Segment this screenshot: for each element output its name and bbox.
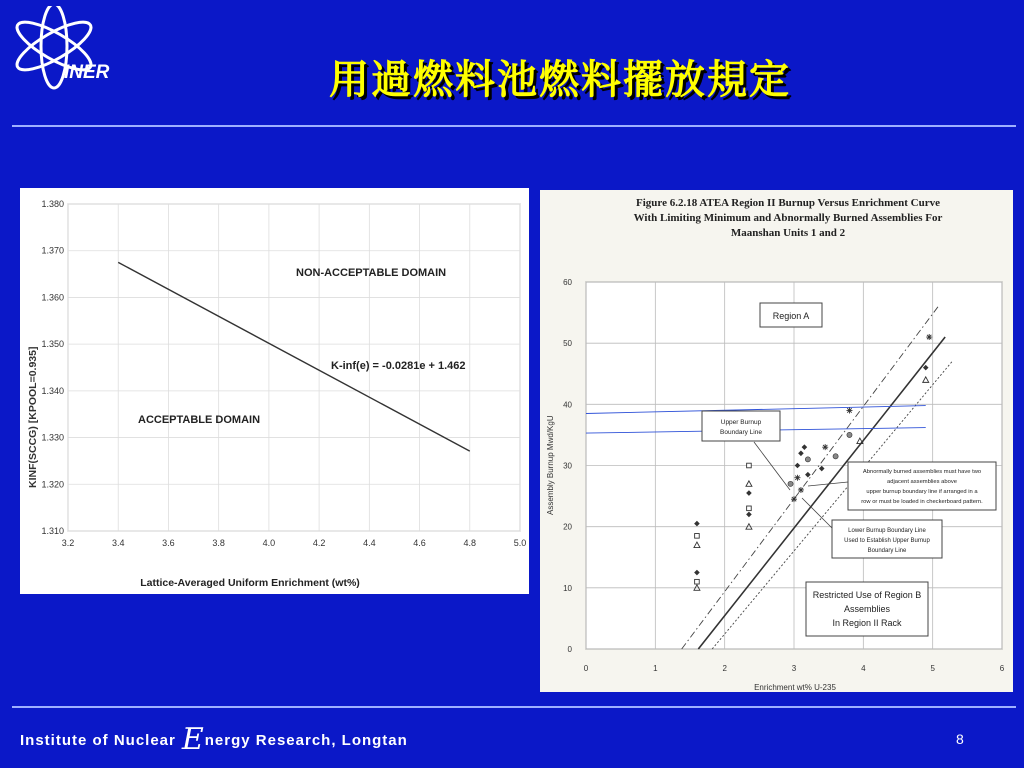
kinf-x-tick-label: 4.0: [262, 538, 276, 548]
burnup-chart-panel: [540, 190, 1013, 692]
burnup-point-circle: [805, 457, 810, 462]
lower-boundary-line-2: Used to Establish Upper Burnup: [844, 538, 930, 544]
burnup-x-tick-label: 6: [999, 664, 1005, 673]
burnup-y-tick-label: 20: [563, 522, 572, 532]
burnup-point-star: [926, 334, 932, 340]
burnup-x-tick-label: 4: [861, 664, 866, 673]
lower-boundary-line-3: Boundary Line: [867, 548, 907, 554]
upper-boundary-line-1: Upper Burnup: [720, 419, 762, 426]
restricted-line-1: Restricted Use of Region B: [812, 590, 922, 600]
bottom-divider: [12, 706, 1016, 708]
burnup-title-line-1: Figure 6.2.18 ATEA Region II Burnup Versus Enrichment Curve: [636, 197, 940, 209]
burnup-point-star: [791, 496, 797, 502]
burnup-x-tick-label: 2: [722, 664, 727, 673]
kinf-y-tick-label: 1.360: [41, 292, 64, 303]
top-divider: [12, 125, 1016, 127]
burnup-point-square: [747, 463, 752, 468]
burnup-y-tick-label: 0: [567, 645, 572, 654]
restricted-line-2: Assemblies: [843, 604, 891, 614]
kinf-x-tick-label: 4.4: [363, 538, 376, 548]
kinf-x-tick-label: 3.8: [212, 538, 225, 548]
burnup-y-tick-label: 30: [563, 461, 572, 471]
footer-org-before: Institute of Nuclear: [20, 732, 176, 749]
logo-text: INER: [64, 62, 110, 83]
kinf-y-tick-label: 1.370: [41, 245, 64, 256]
kinf-x-tick-label: 5.0: [513, 538, 527, 548]
lower-boundary-line-1: Lower Burnup Boundary Line: [848, 528, 926, 534]
footer-org-letter: E: [181, 722, 205, 757]
iner-logo: [8, 6, 130, 92]
burnup-x-tick-label: 3: [791, 664, 797, 673]
burnup-ylabel: Assembly Burnup Mwd/KgU: [546, 415, 555, 515]
burnup-point-star: [846, 407, 852, 413]
upper-boundary-line-2: Boundary Line: [720, 429, 762, 436]
kinf-x-tick-label: 4.6: [413, 538, 426, 548]
burnup-xlabel: Enrichment wt% U-235: [754, 683, 836, 692]
burnup-title-line-2: With Limiting Minimum and Abnormally Burned Assemblies For: [633, 212, 943, 224]
restricted-line-3: In Region II Rack: [832, 618, 902, 628]
burnup-point-square: [695, 534, 700, 539]
region-a-label: Region A: [772, 311, 810, 321]
page-number: 8: [956, 731, 964, 747]
burnup-point-square: [747, 506, 752, 511]
kinf-y-tick-label: 1.350: [41, 339, 64, 350]
burnup-y-tick-label: 10: [563, 583, 572, 593]
kinf-x-tick-label: 4.8: [463, 538, 477, 548]
upper-boundary-box: [702, 411, 780, 441]
kinf-x-tick-label: 3.6: [162, 538, 175, 548]
burnup-point-square: [695, 579, 700, 584]
burnup-y-tick-label: 40: [563, 400, 572, 410]
footer-org-after: nergy Research, Longtan: [204, 732, 408, 749]
abnormal-note-line-4: row or must be loaded in checkerboard pattern.: [861, 499, 983, 505]
burnup-chart: [540, 190, 1013, 692]
abnormal-note-line-2: adjacent assemblies above: [887, 479, 957, 485]
annotation-non-acceptable: NON-ACCEPTABLE DOMAIN: [296, 267, 447, 279]
burnup-point-circle: [788, 481, 793, 486]
burnup-point-star: [822, 444, 828, 450]
burnup-y-tick-label: 50: [563, 339, 572, 349]
kinf-x-tick-label: 3.2: [61, 538, 75, 548]
burnup-x-tick-label: 1: [653, 664, 658, 673]
burnup-point-circle: [847, 432, 852, 437]
burnup-x-tick-label: 5: [930, 664, 935, 673]
kinf-xlabel: Lattice-Averaged Uniform Enrichment (wt%): [140, 577, 360, 589]
kinf-chart: [20, 188, 529, 594]
kinf-y-tick-label: 1.330: [41, 432, 64, 443]
annotation-equation: K-inf(e) = -0.0281e + 1.462: [331, 360, 466, 372]
burnup-point-star: [794, 475, 800, 481]
burnup-point-circle: [833, 454, 838, 459]
burnup-y-tick-label: 60: [563, 278, 572, 287]
burnup-title-line-3: Maanshan Units 1 and 2: [730, 227, 846, 239]
kinf-chart-panel: [20, 188, 529, 594]
burnup-point-star: [798, 487, 804, 493]
kinf-y-tick-label: 1.340: [41, 385, 64, 396]
burnup-x-tick-label: 0: [583, 664, 589, 673]
kinf-y-tick-label: 1.380: [41, 199, 64, 209]
kinf-ylabel: KINF(SCCG) [KPOOL=0.935]: [27, 346, 39, 488]
kinf-x-tick-label: 3.4: [111, 538, 125, 548]
footer-institution: [20, 722, 408, 757]
abnormal-note-line-1: Abnormally burned assemblies must have two: [862, 469, 982, 475]
kinf-y-tick-label: 1.310: [41, 526, 64, 536]
kinf-x-tick-label: 4.2: [312, 538, 326, 548]
slide-title: 用過燃料池燃料擺放規定: [329, 56, 791, 103]
kinf-y-tick-label: 1.320: [41, 479, 64, 490]
abnormal-note-line-3: upper burnup boundary line if arranged in a: [866, 489, 978, 495]
annotation-acceptable: ACCEPTABLE DOMAIN: [138, 414, 261, 426]
